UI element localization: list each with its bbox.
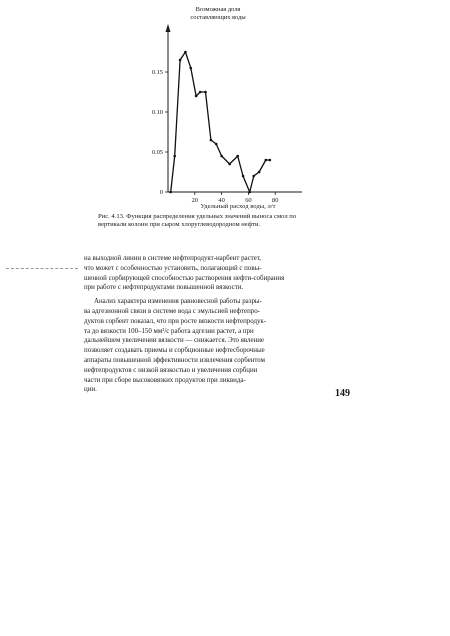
data-point xyxy=(210,139,213,142)
paragraph-line: Анализ характера изменения равновесной работы разры- xyxy=(94,298,262,306)
y-axis-title-line: составляющих воды xyxy=(190,14,246,21)
paragraph-line: ции. xyxy=(84,386,97,394)
data-point xyxy=(269,159,272,162)
data-point xyxy=(228,163,231,166)
y-tick-label: 0 xyxy=(159,189,163,197)
data-point xyxy=(179,59,182,62)
y-ticks xyxy=(152,69,168,196)
page-number: 149 xyxy=(335,388,350,399)
y-tick-label: 0.05 xyxy=(151,149,163,157)
data-point xyxy=(252,175,255,178)
figure-caption xyxy=(98,213,348,230)
data-point xyxy=(199,91,202,94)
data-point xyxy=(204,91,207,94)
y-axis-title-line: Возможная доля xyxy=(195,6,241,13)
data-point xyxy=(169,191,172,194)
data-point xyxy=(236,155,239,158)
data-point xyxy=(220,155,223,158)
y-tick-label: 0.10 xyxy=(151,109,163,117)
data-point xyxy=(184,51,187,54)
paragraph-line: дуктов сорбент показал, что при росте вязкости нефтепродук- xyxy=(84,317,267,325)
caption-line: Рис. 4.13. Функция распределения удельных значений выноса смол по xyxy=(98,213,297,220)
data-point xyxy=(265,159,268,162)
data-point xyxy=(195,95,198,98)
data-point xyxy=(189,67,192,70)
y-tick-label: 0.15 xyxy=(151,69,163,77)
y-axis-arrow xyxy=(166,24,171,32)
paragraph-line: шенной сорбирующей способностью растворения нефти-собирания xyxy=(84,274,285,282)
x-axis-title: Удельный расход воды, л/т xyxy=(200,203,276,210)
paragraph-line: на выходной линии в системе нефтепродукт-нарбент растет, xyxy=(84,255,261,262)
body-text xyxy=(84,254,349,395)
series-line xyxy=(171,52,270,192)
caption-line: вертикали колонн при сыром хлоруглеводородном нефти. xyxy=(98,221,261,229)
series-group xyxy=(169,51,271,194)
paragraph-line: что может с особенностью установить, полагающий с повы- xyxy=(84,264,262,272)
x-tick-label: 60 xyxy=(245,197,252,204)
paragraph-line: при работе с нефтепродуктами повышенной вязкости. xyxy=(84,284,244,292)
data-point xyxy=(258,171,261,174)
x-tick-label: 40 xyxy=(218,197,225,204)
data-point xyxy=(242,175,245,178)
x-tick-label: 80 xyxy=(272,197,279,204)
data-point xyxy=(173,155,176,158)
paragraph-line: позволяет создавать приемы и сорбционные нефтесборочные xyxy=(84,347,265,355)
data-point xyxy=(215,143,218,146)
paragraph-line: части при сборе высоковязких продуктов при ликвида- xyxy=(84,376,246,384)
paragraph-line: дальнейшем увеличении вязкости — снижается. Это явление xyxy=(84,337,264,345)
paragraph-line: нефтепродуктов с низкой вязкостью и увеличения сорбции xyxy=(84,366,258,374)
scan-artifact-line xyxy=(6,268,78,269)
paragraph-line: та до вязкости 100–150 мм²/с работа адгезии растет, а при xyxy=(84,327,254,335)
x-tick-label: 20 xyxy=(191,197,198,204)
data-point xyxy=(248,191,251,194)
paragraph-line: аппараты повышенной эффективности извлечения сорбентом xyxy=(84,356,265,364)
paragraph-line: ва адгезионной связи в системе вода с эмульсией нефтепро- xyxy=(84,307,260,315)
